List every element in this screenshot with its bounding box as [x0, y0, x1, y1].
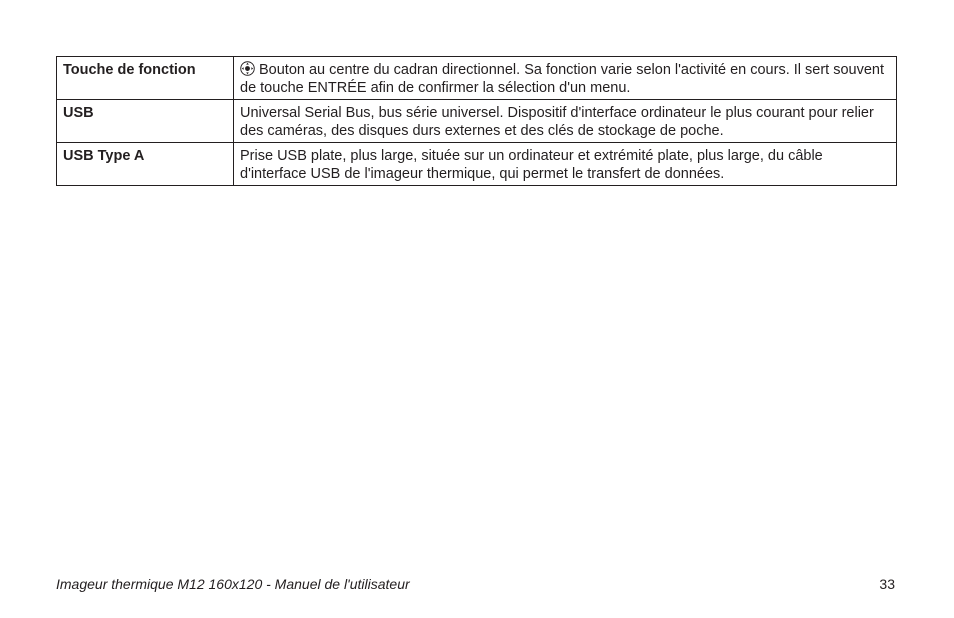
term-cell — [57, 57, 234, 100]
table-row — [57, 100, 897, 143]
definition-cell — [234, 57, 897, 100]
term-label: USB Type A — [63, 148, 145, 164]
table-row — [57, 57, 897, 100]
definition-cell — [234, 100, 897, 143]
definition-text: Bouton au centre du cadran directionnel. Sa fonction varie selon l'activité en cours. Il sert souvent de touche ENTRÉE afin de confirmer la sélection d'un menu. — [240, 62, 885, 96]
footer-document-title: Imageur thermique M12 160x120 - Manuel de l'utilisateur — [56, 576, 410, 592]
definition-text: Universal Serial Bus, bus série universel. Dispositif d'interface ordinateur le plus courant pour relier des caméras, des disques durs externes et des clés de stockage de poche. — [240, 105, 874, 139]
term-label: Touche de fonction — [63, 62, 196, 78]
dpad-center-button-icon — [240, 61, 255, 76]
term-label: USB — [63, 105, 94, 121]
page-number: 33 — [879, 576, 895, 592]
table-row — [57, 143, 897, 186]
term-cell — [57, 143, 234, 186]
definition-text: Prise USB plate, plus large, située sur un ordinateur et extrémité plate, plus large, du câble d'interface USB de l'imageur thermique, qui permet le transfert de données. — [240, 148, 823, 182]
glossary-table — [56, 56, 897, 186]
definition-cell — [234, 143, 897, 186]
term-cell — [57, 100, 234, 143]
